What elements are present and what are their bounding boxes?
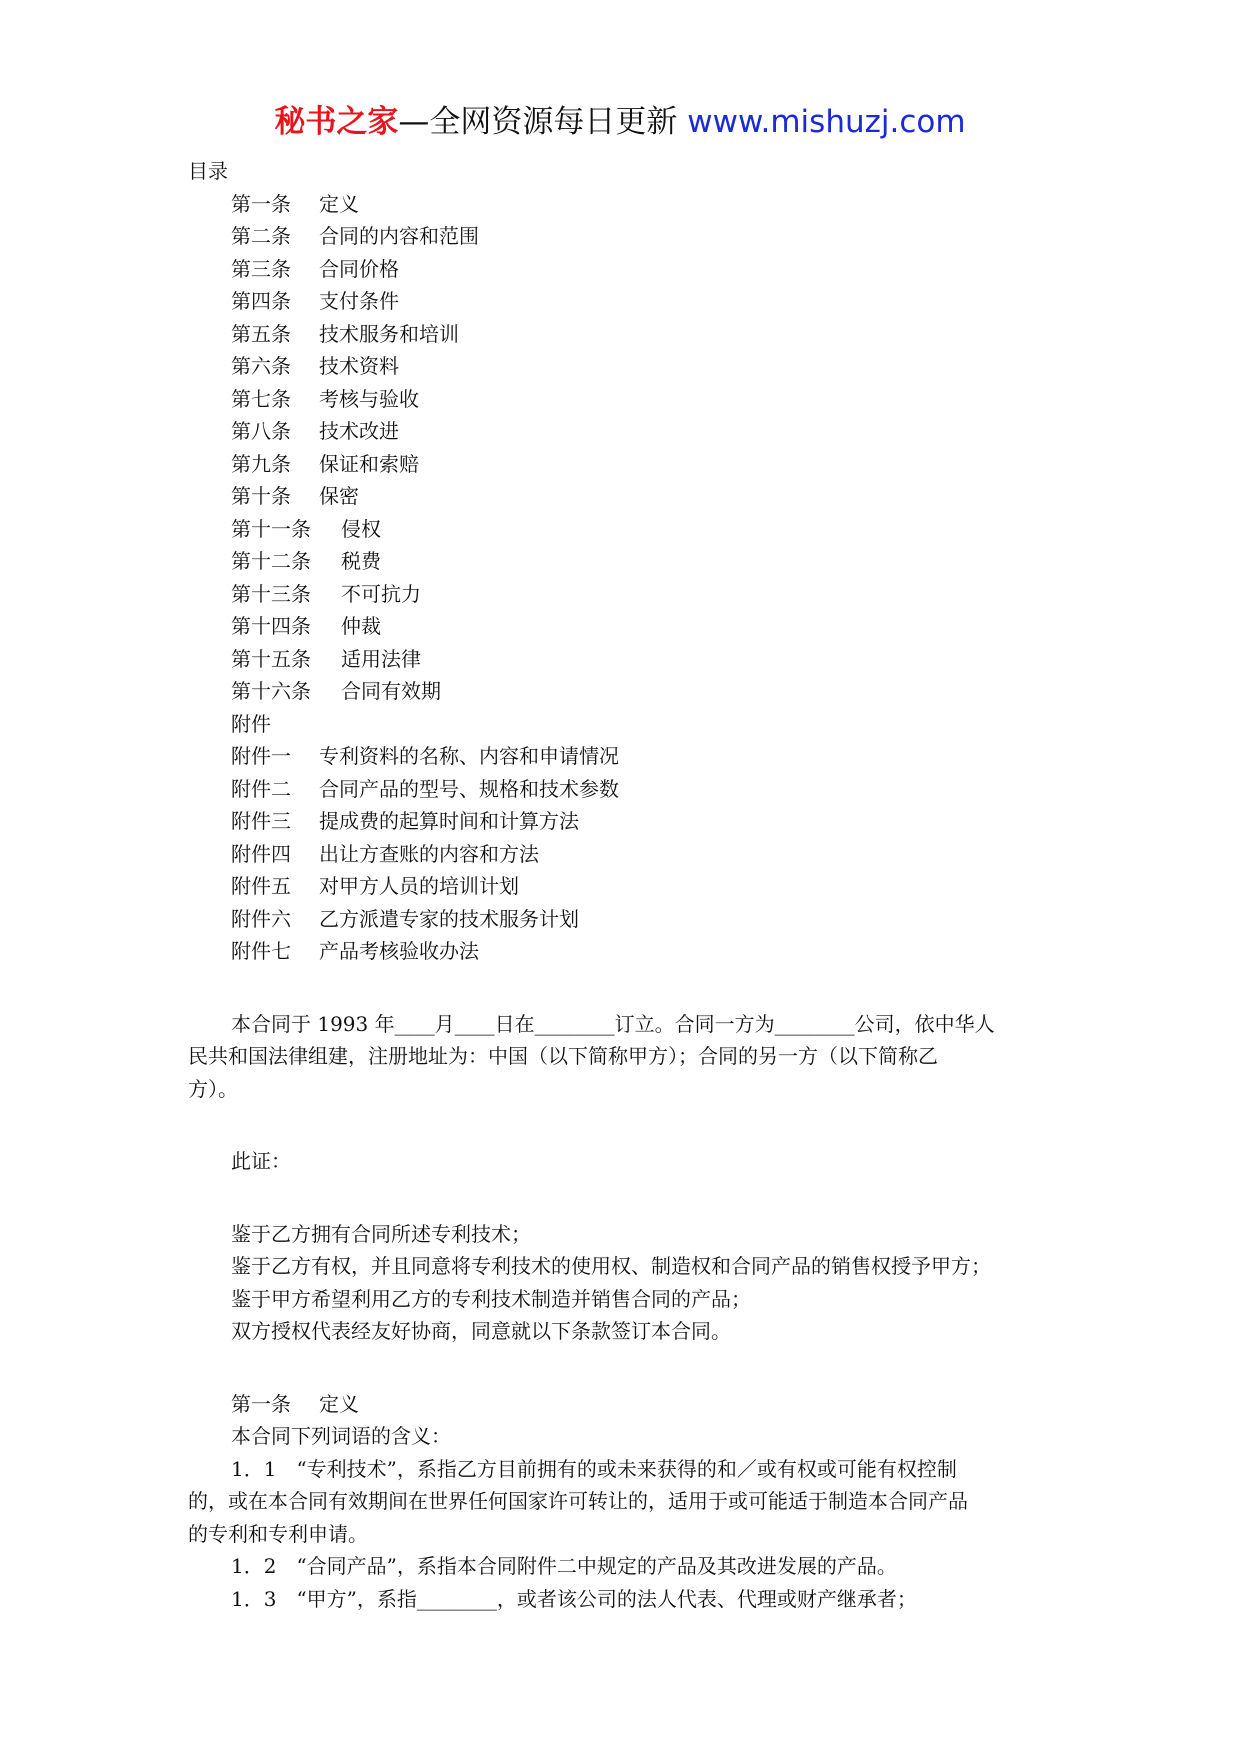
toc-item — [188, 480, 1068, 513]
toc-item-num: 第六条 — [231, 354, 291, 378]
appendix-title: 合同产品的型号、规格和技术参数 — [319, 776, 619, 801]
toc-item-title: 合同价格 — [319, 256, 399, 281]
toc-item — [188, 643, 1068, 676]
spacer — [188, 1178, 1068, 1218]
toc-item-num: 第十四条 — [231, 614, 311, 638]
toc-item-title: 支付条件 — [319, 289, 399, 313]
definition-line: 1．3 “甲方”，系指________，或者该公司的法人代表、代理或财产继承者； — [231, 1586, 917, 1611]
toc-item-num: 第七条 — [231, 386, 291, 411]
toc-item-title: 仲裁 — [341, 614, 381, 638]
appendix-title: 专利资料的名称、内容和申请情况 — [319, 744, 619, 768]
toc-item-num: 第十六条 — [231, 679, 311, 703]
toc-articles — [188, 188, 1068, 708]
toc-item-num: 第九条 — [231, 451, 291, 476]
appendix-title: 提成费的起算时间和计算方法 — [319, 809, 579, 833]
toc-item-title: 侵权 — [341, 516, 381, 541]
appendix-title: 出让方查账的内容和方法 — [319, 841, 539, 866]
witness-line: 此证： — [231, 1149, 291, 1173]
toc-item-num: 第三条 — [231, 256, 291, 281]
toc-item — [188, 513, 1068, 546]
toc-item — [188, 253, 1068, 286]
banner-slogan: —全网资源每日更新 — [398, 104, 678, 140]
toc-item — [188, 350, 1068, 383]
article-num: 第一条 — [231, 1391, 291, 1416]
toc-item-title: 合同的内容和范围 — [319, 224, 479, 248]
toc-appendix-item — [188, 838, 1068, 871]
toc-item-title: 不可抗力 — [341, 581, 421, 606]
toc-item-title: 税费 — [341, 549, 381, 573]
toc-item — [188, 675, 1068, 708]
spacer — [188, 1105, 1068, 1145]
appendix-title: 对甲方人员的培训计划 — [319, 874, 519, 898]
whereas-clause: 鉴于乙方有权，并且同意将专利技术的使用权、制造权和合同产品的销售权授予甲方； — [231, 1254, 991, 1278]
whereas-clauses — [188, 1218, 1068, 1348]
toc-item — [188, 220, 1068, 253]
toc-item-title: 技术资料 — [319, 354, 399, 378]
toc-item-num: 第四条 — [231, 289, 291, 313]
toc-appendices — [188, 740, 1068, 968]
toc-appendix-item — [188, 740, 1068, 773]
toc-appendix-item — [188, 805, 1068, 838]
toc-item-title: 合同有效期 — [341, 679, 441, 703]
toc-appendix-item — [188, 773, 1068, 806]
whereas-clause: 鉴于甲方希望利用乙方的专利技术制造并销售合同的产品； — [231, 1286, 751, 1311]
toc-item-num: 第十二条 — [231, 549, 311, 573]
article-one — [188, 1388, 1068, 1616]
article-title: 定义 — [319, 1391, 359, 1416]
whereas-clause: 双方授权代表经友好协商，同意就以下条款签订本合同。 — [231, 1319, 731, 1343]
toc-item-num: 第十五条 — [231, 646, 311, 671]
toc-appendix-item — [188, 870, 1068, 903]
toc-item-title: 保密 — [319, 484, 359, 508]
article-heading — [188, 1388, 1068, 1421]
preamble-paragraph — [188, 1008, 1068, 1106]
appendix-num: 附件二 — [231, 776, 291, 801]
preamble-line: 民共和国法律组建，注册地址为：中国（以下简称甲方）；合同的另一方（以下简称乙 — [188, 1044, 938, 1068]
article-intro: 本合同下列词语的含义： — [231, 1424, 451, 1448]
toc-item — [188, 610, 1068, 643]
brand-name: 秘书之家 — [274, 104, 399, 140]
definition-line: 的专利和专利申请。 — [188, 1521, 368, 1546]
definition-line: 1．2 “合同产品”，系指本合同附件二中规定的产品及其改进发展的产品。 — [231, 1554, 897, 1578]
toc-item-title: 技术服务和培训 — [319, 321, 459, 346]
definition-line: 的，或在本合同有效期间在世界任何国家许可转让的，适用于或可能适于制造本合同产品 — [188, 1489, 968, 1513]
appendix-title: 产品考核验收办法 — [319, 939, 479, 963]
appendix-num: 附件七 — [231, 939, 291, 963]
site-banner — [0, 100, 1240, 144]
definition-line: 1．1 “专利技术”，系指乙方目前拥有的或未来获得的和／或有权或可能有权控制 — [231, 1456, 957, 1481]
toc-item — [188, 188, 1068, 221]
toc-item-num: 第十一条 — [231, 516, 311, 541]
toc-item — [188, 318, 1068, 351]
toc-item-num: 第八条 — [231, 419, 291, 443]
spacer — [188, 1348, 1068, 1388]
appendix-num: 附件一 — [231, 744, 291, 768]
toc-item-num: 第十条 — [231, 484, 291, 508]
appendix-num: 附件三 — [231, 809, 291, 833]
toc-appendix-title: 附件 — [231, 711, 271, 736]
toc-item-num: 第十三条 — [231, 581, 311, 606]
toc-item — [188, 448, 1068, 481]
spacer — [188, 968, 1068, 1008]
preamble-line: 本合同于 1993 年____月____日在________订立。合同一方为________公司，依中华人 — [231, 1011, 995, 1036]
toc-title: 目录 — [188, 159, 228, 183]
toc-appendix-item — [188, 903, 1068, 936]
site-url-link[interactable]: www.mishuzj.com — [687, 104, 966, 140]
toc-item — [188, 383, 1068, 416]
toc-item-num: 第一条 — [231, 191, 291, 216]
toc-item — [188, 545, 1068, 578]
appendix-num: 附件四 — [231, 841, 291, 866]
toc-item-num: 第五条 — [231, 321, 291, 346]
toc-item — [188, 415, 1068, 448]
toc-item-title: 考核与验收 — [319, 386, 419, 411]
toc-appendix-item — [188, 935, 1068, 968]
toc-item-num: 第二条 — [231, 224, 291, 248]
toc-item-title: 定义 — [319, 191, 359, 216]
appendix-title: 乙方派遣专家的技术服务计划 — [319, 906, 579, 931]
contract-document — [188, 155, 1068, 1615]
preamble-line: 方）。 — [188, 1076, 238, 1101]
toc-item — [188, 578, 1068, 611]
toc-item-title: 技术改进 — [319, 419, 399, 443]
toc-item-title: 保证和索赔 — [319, 451, 419, 476]
whereas-clause: 鉴于乙方拥有合同所述专利技术； — [231, 1221, 531, 1246]
toc-item-title: 适用法律 — [341, 646, 421, 671]
appendix-num: 附件五 — [231, 874, 291, 898]
toc-item — [188, 285, 1068, 318]
appendix-num: 附件六 — [231, 906, 291, 931]
